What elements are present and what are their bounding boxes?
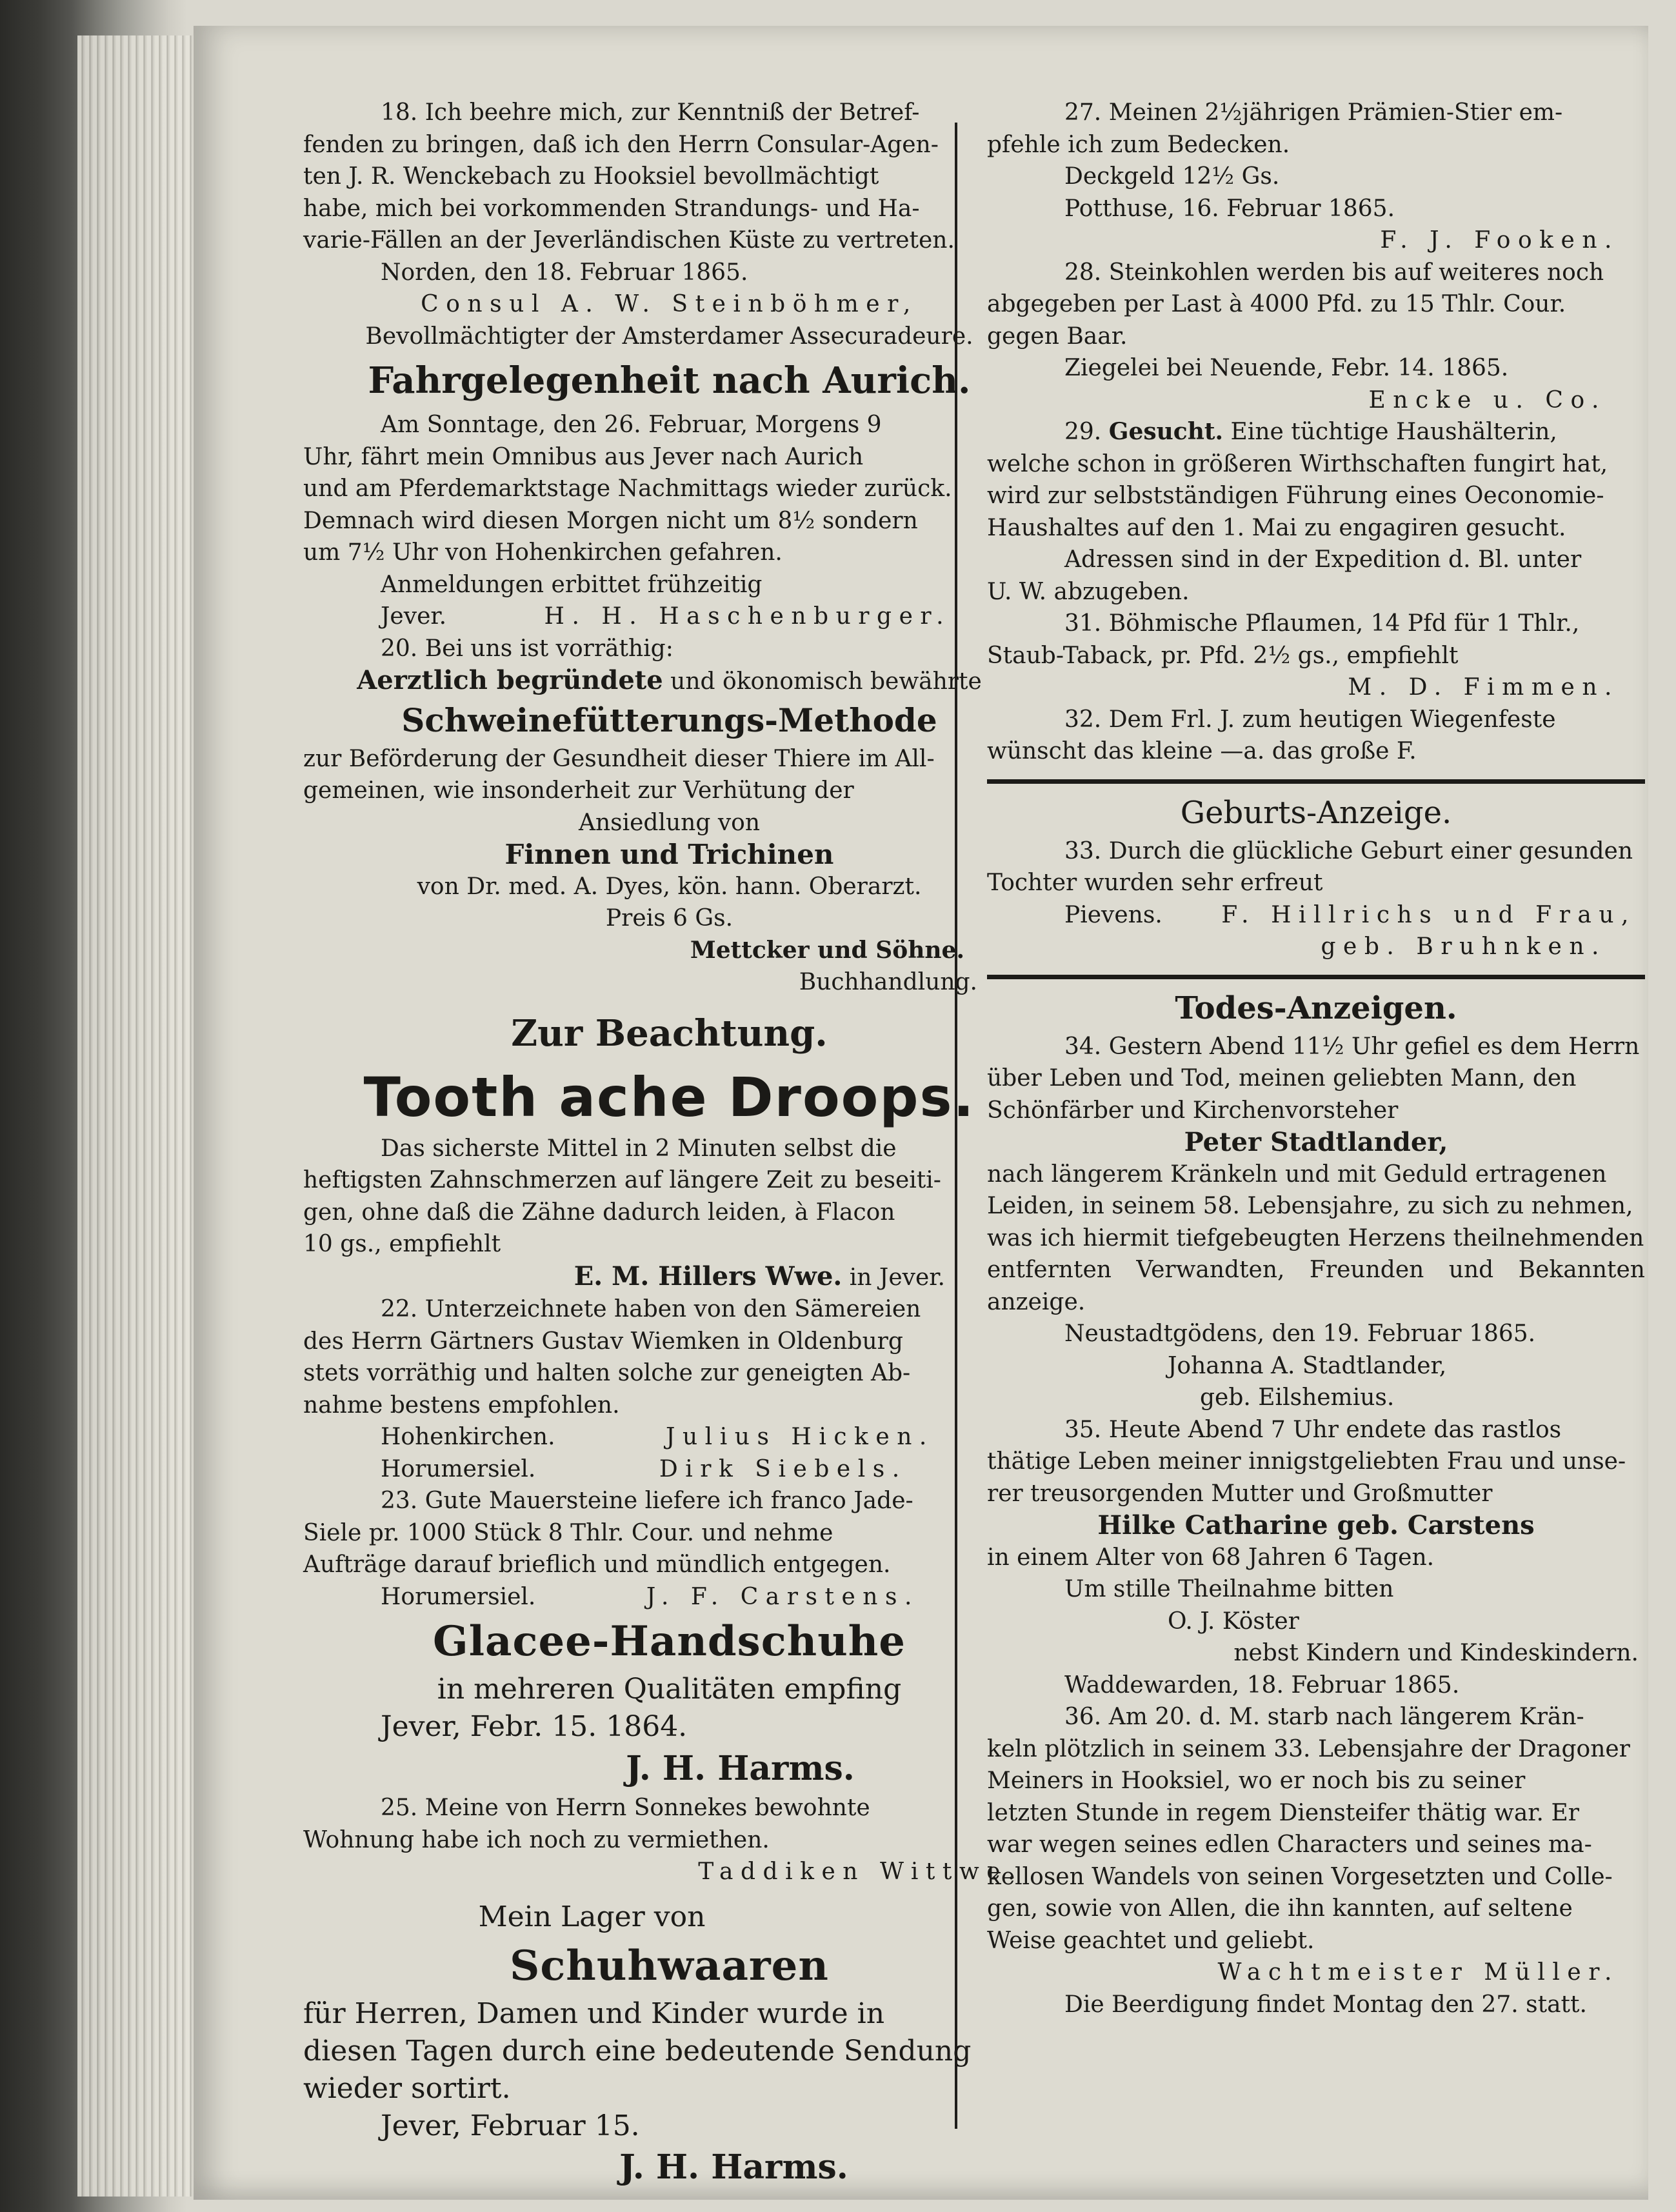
ad-line: wird zur selbstständigen Führung eines Oeconomie- (987, 483, 1604, 509)
ad-signer: Encke u. Co. (1368, 386, 1606, 414)
ad-line: über Leben und Tod, meinen geliebten Mann, den (987, 1065, 1577, 1091)
ad-signer-sub: geb. Eilshemius. (1200, 1384, 1395, 1411)
ad-line: letzten Stunde in regem Diensteifer thätig war. Er (987, 1799, 1579, 1826)
ad-line: keln plötzlich in seinem 33. Lebensjahre der Dragoner (987, 1735, 1630, 1762)
ad-36 (987, 1701, 1645, 2020)
ad-line: in mehreren Qualitäten empfing (437, 1673, 902, 1706)
ad-line: Uhr, fährt mein Omnibus aus Jever nach Aurich (303, 443, 864, 470)
ad-line: U. W. abzugeben. (987, 578, 1190, 605)
ad-place: Norden, den 18. Februar 1865. (381, 259, 748, 286)
ad-23 (303, 1485, 1035, 1613)
ad-line: Demnach wird diesen Morgen nicht um 8½ sondern (303, 507, 918, 534)
ad-18 (303, 97, 1035, 352)
ad-line: wieder sortirt. (303, 2071, 511, 2105)
ad-signature-line (303, 1260, 1035, 1294)
right-column (987, 97, 1645, 2020)
ad-keyword: Gesucht. (1108, 418, 1224, 445)
ad-line: Das sicherste Mittel in 2 Minuten selbst die (381, 1135, 897, 1162)
ad-subheading-bold: Aerztlich begründete (357, 665, 663, 695)
ad-line: für Herren, Damen und Kinder wurde in (303, 1997, 885, 2030)
page-edges (77, 35, 206, 2197)
ad-signer: J. H. Harms. (619, 2147, 848, 2187)
ad-line: 32. Dem Frl. J. zum heutigen Wiegenfeste (1064, 706, 1556, 733)
ad-signature-line (987, 899, 1645, 932)
ad-place: Potthuse, 16. Februar 1865. (1064, 195, 1395, 222)
ad-line: 25. Meine von Herrn Sonnekes bewohnte (381, 1795, 870, 1821)
ad-line: varie-Fällen an der Jeverländischen Küste zu vertreten. (303, 227, 955, 254)
ad-line: Haushaltes auf den 1. Mai zu engagiren gesucht. (987, 514, 1566, 541)
ad-line: des Herrn Gärtners Gustav Wiemken in Oldenburg (303, 1328, 903, 1355)
ad-line: rer treusorgenden Mutter und Großmutter (987, 1480, 1493, 1507)
ad-heading-big: Tooth ache Droops. (363, 1065, 975, 1129)
ad-line: abgegeben per Last à 4000 Pfd. zu 15 Thlr. Cour. (987, 291, 1566, 317)
ad-signer: F. J. Fooken. (1380, 227, 1619, 254)
ad-line: 31. Böhmische Pflaumen, 14 Pfd für 1 Thlr., (1064, 610, 1580, 637)
birth-announcements (987, 790, 1645, 963)
ad-heading: Schuhwaaren (510, 1941, 829, 1990)
ad-31 (987, 608, 1645, 704)
ad-28 (987, 257, 1645, 417)
ad-line: welche schon in größeren Wirthschaften fungirt hat, (987, 450, 1608, 477)
ad-line: gegen Baar. (987, 323, 1128, 350)
ad-line: kellosen Wandels von seinen Vorgesetzten und Colle- (987, 1863, 1613, 1890)
ad-line: Aufträge darauf brieflich und mündlich entgegen. (303, 1551, 891, 1578)
ad-signer: Consul A. W. Steinböhmer, (421, 291, 918, 317)
ad-number: 29. (1064, 419, 1102, 445)
ad-line: Siele pr. 1000 Stück 8 Thlr. Cour. und nehme (303, 1519, 833, 1546)
ad-line: 22. Unterzeichnete haben von den Sämereien (381, 1296, 921, 1322)
ad-place: Pievens. (1064, 901, 1162, 928)
ad-line: Um stille Theilnahme bitten (1064, 1576, 1394, 1602)
ad-line: Wohnung habe ich noch zu vermiethen. (303, 1826, 770, 1853)
ad-place: Horumersiel. (381, 1455, 536, 1482)
ad-heading-secondary: Finnen und Trichinen (504, 839, 834, 870)
ad-line: Am Sonntage, den 26. Februar, Morgens 9 (381, 412, 882, 438)
section-heading: Geburts-Anzeige. (1180, 794, 1452, 831)
ad-line: gen, ohne daß die Zähne dadurch leiden, à Flacon (303, 1199, 895, 1226)
ad-signer-title: Bevollmächtigter der Amsterdamer Assecuradeure. (365, 323, 973, 350)
ad-signer: E. M. Hillers Wwe. (574, 1260, 843, 1291)
ad-signer: Julius Hicken. (666, 1424, 934, 1450)
ad-line: ten J. R. Wenckebach zu Hooksiel bevollmächtigt (303, 163, 879, 190)
left-column (303, 97, 1035, 2190)
ad-line: 35. Heute Abend 7 Uhr endete das rastlos (1064, 1416, 1562, 1443)
ad-line: Schönfärber und Kirchenvorsteher (987, 1097, 1399, 1124)
section-rule (987, 779, 1645, 784)
ad-line: Adressen sind in der Expedition d. Bl. unter (1064, 546, 1582, 573)
ad-line: 28. Steinkohlen werden bis auf weiteres noch (1064, 259, 1604, 286)
ad-27 (987, 97, 1645, 257)
ad-signer-sub: nebst Kindern und Kindeskindern. (1233, 1640, 1639, 1666)
ad-author: von Dr. med. A. Dyes, kön. hann. Oberarzt. (417, 873, 922, 900)
ad-signer: Johanna A. Stadtlander, (1168, 1352, 1447, 1379)
ad-line: habe, mich bei vorkommenden Strandungs- und Ha- (303, 195, 920, 222)
ad-heading: Fahrgelegenheit nach Aurich. (368, 359, 971, 402)
ad-19 (303, 356, 1035, 633)
ad-line: war wegen seines edlen Characters und seines ma- (987, 1831, 1592, 1858)
ad-signer: Taddiken Wittwe. (698, 1858, 1023, 1885)
ad-line: 23. Gute Mauersteine liefere ich franco Jade- (381, 1488, 913, 1514)
ad-26 (303, 1897, 1035, 2190)
ad-signer: F. Hillrichs und Frau, (1221, 901, 1637, 928)
ad-first-line (987, 416, 1645, 448)
ad-line: 18. Ich beehre mich, zur Kenntniß der Betref- (381, 99, 920, 126)
ad-signature-line (303, 1421, 1035, 1453)
ad-line: heftigsten Zahnschmerzen auf längere Zeit zu beseiti- (303, 1167, 941, 1193)
ad-line: thätige Leben meiner innigstgeliebten Frau und unse- (987, 1448, 1626, 1475)
ad-intro: Mein Lager von (478, 1900, 706, 1933)
ad-signer-place: in Jever. (849, 1264, 945, 1291)
ad-35 (987, 1414, 1645, 1702)
ad-line: Tochter wurden sehr erfreut (987, 870, 1323, 896)
ad-line: was ich hiermit tiefgebeugten Herzens theilnehmenden (987, 1224, 1644, 1251)
ad-line: stets vorräthig und halten solche zur geneigten Ab- (303, 1360, 911, 1386)
ad-signer: M. D. Fimmen. (1348, 674, 1619, 701)
ad-line: gemeinen, wie insonderheit zur Verhütung der (303, 777, 854, 804)
ad-24 (303, 1613, 1035, 1792)
ad-34 (987, 1031, 1645, 1414)
ad-name: Hilke Catharine geb. Carstens (1097, 1510, 1535, 1540)
ad-line: in einem Alter von 68 Jahren 6 Tagen. (987, 1544, 1435, 1571)
ad-line: nahme bestens empfohlen. (303, 1391, 620, 1419)
ad-seller: Mettcker und Söhne. (690, 936, 964, 964)
ad-subheading-rest: und ökonomisch bewährte (670, 668, 982, 695)
ad-signer: J. F. Carstens. (646, 1583, 919, 1610)
ad-intro: 20. Bei uns ist vorräthig: (381, 635, 673, 662)
ad-line: Weise geachtet und geliebt. (987, 1927, 1315, 1954)
ad-line: 36. Am 20. d. M. starb nach längerem Krän- (1064, 1704, 1584, 1730)
ad-signer: J. H. Harms. (626, 1749, 855, 1788)
ad-signature-line (303, 1453, 1035, 1486)
ad-line: gen, sowie von Allen, die ihn kannten, auf seltene (987, 1895, 1573, 1922)
ad-25 (303, 1792, 1035, 1888)
ad-line: diesen Tagen durch eine bedeutende Sendung (303, 2034, 972, 2068)
ad-heading: Schweinefütterungs-Methode (401, 701, 937, 739)
ad-seller-sub: Buchhandlung. (799, 969, 977, 995)
ad-line: Meiners in Hooksiel, wo er noch bis zu seiner (987, 1768, 1526, 1794)
ad-signature-line (303, 1581, 1035, 1613)
ad-signer: Wachtmeister Müller. (1217, 1959, 1619, 1986)
ad-place: Hohenkirchen. (381, 1424, 555, 1450)
ad-place: Horumersiel. (381, 1583, 536, 1610)
ad-line: entfernten Verwandten, Freunden und Bekannten anzeige. (987, 1257, 1645, 1315)
ad-line: fenden zu bringen, daß ich den Herrn Consular-Agen- (303, 131, 939, 158)
ad-signer: Dirk Siebels. (659, 1455, 907, 1482)
ad-32 (987, 704, 1645, 768)
ad-29 (987, 416, 1645, 608)
ad-line: zur Beförderung der Gesundheit dieser Thiere im All- (303, 745, 935, 772)
ad-line: Eine tüchtige Haushälterin, (1230, 419, 1557, 445)
ad-line: 27. Meinen 2½jährigen Prämien-Stier em- (1064, 99, 1563, 126)
section-heading: Todes-Anzeigen. (1175, 990, 1457, 1026)
ad-line: Jever, Febr. 15. 1864. (381, 1710, 688, 1743)
ad-line: Ansiedlung von (578, 809, 761, 836)
newspaper-page (194, 26, 1648, 2200)
ad-funeral: Die Beerdigung findet Montag den 27. statt. (1064, 1991, 1587, 2018)
ad-place: Jever. (381, 603, 447, 630)
ad-signer: O. J. Köster (1168, 1608, 1299, 1635)
ad-place: Neustadtgödens, den 19. Februar 1865. (1064, 1320, 1536, 1347)
ad-line: und am Pferdemarktstage Nachmittags wieder zurück. (303, 475, 952, 502)
ad-place: Ziegelei bei Neuende, Febr. 14. 1865. (1064, 355, 1509, 381)
ad-line: pfehle ich zum Bedecken. (987, 131, 1290, 158)
ad-line: wünscht das kleine —a. das große F. (987, 738, 1417, 764)
ad-line: 34. Gestern Abend 11½ Uhr gefiel es dem Herrn (1064, 1033, 1640, 1060)
ad-name: Peter Stadtlander, (1184, 1127, 1448, 1157)
ad-21 (303, 1009, 1035, 1294)
ad-22 (303, 1293, 1035, 1485)
ad-20 (303, 633, 1035, 999)
ad-price: Preis 6 Gs. (605, 905, 733, 932)
ad-subheading-line (303, 664, 1035, 698)
ad-line: Anmeldungen erbittet frühzeitig (381, 571, 763, 598)
section-rule (987, 975, 1645, 979)
ad-line: Staub-Taback, pr. Pfd. 2½ gs., empfiehlt (987, 642, 1459, 669)
ad-line: 10 gs., empfiehlt (303, 1231, 501, 1257)
ad-heading: Glacee-Handschuhe (433, 1617, 906, 1666)
ad-place: Waddewarden, 18. Februar 1865. (1064, 1671, 1460, 1699)
ad-signature-line (303, 601, 1035, 633)
ad-line: nach längerem Kränkeln und mit Geduld ertragenen (987, 1161, 1607, 1188)
ad-fee: Deckgeld 12½ Gs. (1064, 163, 1280, 190)
death-announcements (987, 986, 1645, 2021)
ad-signer-sub: geb. Bruhnken. (1321, 933, 1606, 960)
ad-heading: Zur Beachtung. (511, 1011, 828, 1055)
ad-line: um 7½ Uhr von Hohenkirchen gefahren. (303, 539, 783, 566)
ad-line: Leiden, in seinem 58. Lebensjahre, zu sich zu nehmen, (987, 1193, 1633, 1219)
ad-signer: H. H. Haschenburger. (544, 603, 952, 630)
ad-place: Jever, Februar 15. (381, 2109, 640, 2142)
ad-line: 33. Durch die glückliche Geburt einer gesunden (1064, 837, 1633, 864)
